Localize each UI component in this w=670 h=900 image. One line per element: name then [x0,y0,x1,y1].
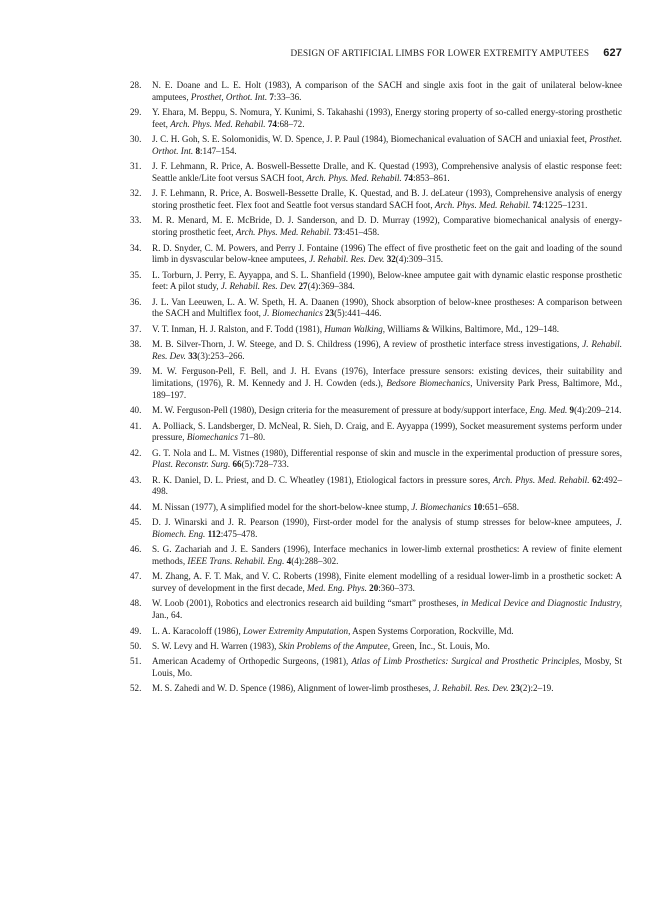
reference-journal: Arch. Phys. Med. Rehabil. [492,474,590,485]
reference-segment: M. B. Silver-Thorn, J. W. Steege, and D. S. Childress (1996), A review of prosthetic interface stress investigations, [152,339,583,350]
reference-item [130,270,622,293]
reference-journal: Biomechanics [186,432,238,443]
reference-number: 33. [130,215,142,226]
reference-volume: 32 [384,254,396,265]
reference-volume: 33 [185,350,198,361]
reference-item [130,502,622,514]
reference-segment: L. Torburn, J. Perry, E. Ayyappa, and S. L. Shanfield (1990), Below-knee amputee gait with dynamic elastic response prosthetic feet: A pilot study, [152,269,622,292]
reference-journal: Prosthet. Orthot. Int. [152,134,622,156]
reference-segment: American Academy of Orthopedic Surgeons, (1981), [152,656,352,667]
reference-segment: (2):2–19. [519,683,554,694]
reference-text [152,243,622,265]
reference-segment: University Park Press, Baltimore, Md., 189–197. [152,378,622,400]
running-head-title: DESIGN OF ARTIFICIAL LIMBS FOR LOWER EXTREMITY AMPUTEES [290,48,590,58]
reference-segment: (4):288–302. [291,555,339,566]
reference-item [130,475,622,498]
reference-item [130,405,622,417]
reference-journal: J. Biomech. Eng. [152,517,622,539]
reference-segment: Jan., 64. [152,610,183,621]
reference-text [152,215,622,237]
reference-segment: Aspen Systems Corporation, Rockville, Md. [350,625,514,636]
reference-number: 44. [130,501,142,512]
reference-volume: 74 [265,118,277,129]
reference-journal: J. Rehabil. Res. Dev. [220,281,297,292]
reference-journal: Med. Eng. Phys. [307,583,367,594]
reference-journal: Plast. Reconstr. Surg. [152,459,231,470]
running-head [134,47,622,59]
reference-segment: 71–80. [237,432,266,443]
reference-number: 49. [130,625,142,636]
reference-segment: :68–72. [276,118,305,129]
reference-number: 30. [130,134,142,145]
reference-text [152,339,622,361]
reference-segment: :33–36. [273,91,302,102]
reference-item [130,544,622,567]
reference-segment: R. K. Daniel, D. L. Priest, and D. C. Wheatley (1981), Etiological factors in pressure sores, [152,474,493,485]
reference-volume: 10 [470,501,483,512]
reference-item [130,134,622,157]
reference-journal: Skin Problems of the Amputee, [278,640,391,651]
reference-segment: S. W. Levy and H. Warren (1983), [152,640,279,651]
reference-volume: 23 [508,683,520,694]
reference-segment: Mosby, St Louis, Mo. [152,656,622,679]
reference-journal: Arch. Phys. Med. Rehabil. [235,227,332,238]
reference-segment: S. G. Zachariah and J. E. Sanders (1996), Interface mechanics in lower-limb external prosthetics: A review of finite element methods, [152,544,622,566]
reference-number: 48. [130,598,142,609]
reference-item [130,324,622,336]
reference-item [130,656,622,679]
reference-text [152,421,622,443]
reference-item [130,243,622,266]
reference-text [152,297,622,319]
reference-segment: :1225–1231. [541,200,588,211]
reference-segment: M. Zhang, A. F. T. Mak, and V. C. Roberts (1998), Finite element modelling of a residual lower-limb in a prosthetic socket: A survey of development in the first decade, [152,571,622,594]
reference-segment: J. F. Lehmann, R. Price, A. Boswell-Bessette Dralle, K. Questad, and B. J. deLateur (1993), Comprehensive analysis of energy storing prosthetic feet. Flex foot and Seattle foot versus standard SACH foot, [152,188,622,211]
reference-segment: M. S. Zahedi and W. D. Spence (1986), Alignment of lower-limb prostheses, [152,683,434,694]
reference-number: 51. [130,656,142,667]
reference-number: 45. [130,517,142,528]
reference-volume: 112 [205,528,221,539]
reference-item [130,188,622,211]
reference-text [152,683,554,693]
reference-journal: Eng. Med. [529,405,568,416]
reference-text [152,107,622,129]
reference-segment: N. E. Doane and L. E. Holt (1983), A comparison of the SACH and single axis foot in the gait of unilateral below-knee amputees, [152,80,622,102]
reference-volume: 23 [322,308,335,319]
page-number: 627 [603,47,622,59]
reference-segment: (4):309–315. [395,254,444,265]
reference-volume: 74 [401,172,414,183]
reference-text [152,598,622,620]
reference-volume: 62 [589,474,602,485]
reference-item [130,641,622,653]
reference-item [130,339,622,362]
reference-item [130,80,622,103]
reference-list [130,80,622,699]
reference-segment: R. D. Snyder, C. M. Powers, and Perry J. Fontaine (1996) The effect of five prosthetic feet on the gait and loading of the sound limb in dysvascular below-knee amputees, [152,242,622,265]
reference-text [152,502,519,512]
reference-journal: in Medical Device and Diagnostic Industry, [461,598,622,609]
reference-number: 39. [130,366,142,377]
reference-segment: (4):369–384. [307,281,355,292]
reference-journal: Arch. Phys. Med. Rehabil. [170,118,266,129]
reference-item [130,448,622,471]
reference-volume: 27 [296,281,308,292]
reference-text [152,188,622,210]
reference-number: 43. [130,474,142,485]
reference-volume: 7 [267,91,274,102]
reference-segment: M. W. Ferguson-Pell (1980), Design criteria for the measurement of pressure at body/support interface, [152,405,530,416]
reference-text [152,270,622,292]
reference-segment: L. A. Karacoloff (1986), [152,625,243,636]
reference-volume: 8 [193,145,201,156]
reference-segment: :853–861. [413,172,450,183]
reference-segment: (5):441–446. [334,308,382,319]
reference-text [152,544,622,566]
reference-text [152,161,622,183]
reference-text [152,656,622,678]
reference-journal: Arch. Phys. Med. Rehabil. [434,200,531,211]
reference-journal: Lower Extremity Amputation, [243,625,351,636]
reference-journal: Atlas of Limb Prosthetics: Surgical and Prosthetic Principles, [351,656,582,667]
reference-item [130,683,622,695]
reference-volume: 66 [230,459,242,470]
reference-segment: :451–458. [342,227,380,238]
reference-volume: 9 [567,405,575,416]
reference-number: 38. [130,339,142,350]
reference-number: 46. [130,544,142,555]
reference-volume: 74 [530,200,542,211]
reference-segment: J. C. H. Goh, S. E. Solomonidis, W. D. Spence, J. P. Paul (1984), Biomechanical evaluation of SACH and uniaxial feet, [152,134,590,145]
reference-text [152,324,559,334]
reference-number: 28. [130,80,142,90]
reference-journal: J. Rehabil. Res. Dev. [309,254,385,265]
reference-segment: Williams & Wilkins, Baltimore, Md., 129–148. [385,323,560,334]
reference-journal: J. Rehabil. Res. Dev. [152,339,622,361]
reference-journal: J. Rehabil. Res. Dev. [433,683,509,694]
reference-number: 31. [130,161,142,172]
reference-number: 36. [130,296,142,307]
reference-text [152,571,622,593]
reference-segment: W. Loob (2001), Robotics and electronics research aid building “smart” prostheses, [152,598,462,609]
reference-item [130,366,622,401]
reference-text [152,405,621,415]
reference-item [130,421,622,444]
reference-segment: J. L. Van Leeuwen, L. A. W. Speth, H. A. Daanen (1990), Shock absorption of below-knee prostheses: A comparison between the SACH and Multiflex foot, [152,296,622,319]
reference-item [130,297,622,320]
reference-segment: (3):253–266. [197,350,245,361]
reference-volume: 20 [366,583,379,594]
reference-segment: J. F. Lehmann, R. Price, A. Boswell-Bessette Dralle, and K. Questad (1993), Comprehensive analysis of elastic response feet: Seattle ankle/Lite foot versus SACH foot, [152,161,622,183]
reference-number: 47. [130,571,142,582]
reference-text [152,626,514,636]
reference-segment: G. T. Nola and L. M. Vistnes (1980), Differential response of skin and muscle in the experimental production of pressure sores, [152,447,622,458]
reference-item [130,161,622,184]
reference-segment: :360–373. [378,583,415,594]
reference-item [130,598,622,621]
reference-item [130,626,622,638]
reference-journal: Prosthet, Orthot. Int. [190,91,268,102]
reference-segment: M. Nissan (1977), A simplified model for the short-below-knee stump, [152,501,412,512]
reference-journal: Arch. Phys. Med. Rehabil. [306,172,402,183]
reference-segment: :492–498. [152,474,622,497]
reference-text [152,448,622,470]
reference-number: 34. [130,242,142,253]
reference-number: 41. [130,420,142,431]
reference-text [152,80,622,102]
reference-segment: (4):209–214. [574,405,622,416]
reference-number: 35. [130,269,142,280]
reference-text [152,641,490,651]
reference-segment: Y. Ehara, M. Beppu, S. Nomura, Y. Kunimi, S. Takahashi (1993), Energy storing property of so-called energy-storing prosthetic feet, [152,107,622,129]
reference-segment: Green, Inc., St. Louis, Mo. [390,640,490,651]
reference-segment: V. T. Inman, H. J. Ralston, and F. Todd (1981), [152,323,325,334]
reference-segment: A. Polliack, S. Landsberger, D. McNeal, R. Sieh, D. Craig, and E. Ayyappa (1999), Socket measurement systems perform under pressure, [152,420,622,443]
reference-text [152,366,622,399]
reference-text [152,134,622,156]
reference-text [152,475,622,497]
reference-journal: Bedsore Biomechanics, [386,378,473,389]
reference-number: 40. [130,405,142,416]
reference-volume: 73 [331,227,343,238]
reference-segment: :651–658. [482,501,519,512]
reference-text [152,517,622,539]
reference-journal: J. Biomechanics [411,501,471,512]
reference-journal: J. Biomechanics [263,308,323,319]
reference-item [130,107,622,130]
reference-number: 52. [130,683,142,694]
reference-number: 29. [130,107,142,118]
reference-number: 42. [130,447,142,458]
reference-item [130,571,622,594]
reference-segment: M. W. Ferguson-Pell, F. Bell, and J. H. Evans (1976), Interface pressure sensors: existing devices, their suitability and limitations, (1976), R. M. Kennedy and J. H. Cowden (eds.), [152,366,622,389]
reference-segment: :475–478. [220,528,258,539]
reference-number: 37. [130,323,142,334]
reference-journal: IEEE Trans. Rehabil. Eng. [187,555,285,566]
reference-number: 32. [130,188,142,199]
reference-item [130,215,622,238]
reference-journal: Human Walking, [324,323,386,334]
reference-segment: (5):728–733. [241,459,289,470]
reference-segment: :147–154. [200,145,237,156]
reference-segment: M. R. Menard, M. E. McBride, D. J. Sanderson, and D. D. Murray (1992), Comparative biomechanical analysis of energy-storing prosthetic feet, [152,215,622,238]
reference-volume: 4 [284,555,292,566]
reference-segment: D. J. Winarski and J. R. Pearson (1990), First-order model for the analysis of stump stresses for below-knee amputees, [152,517,616,528]
reference-item [130,517,622,540]
reference-number: 50. [130,640,142,651]
